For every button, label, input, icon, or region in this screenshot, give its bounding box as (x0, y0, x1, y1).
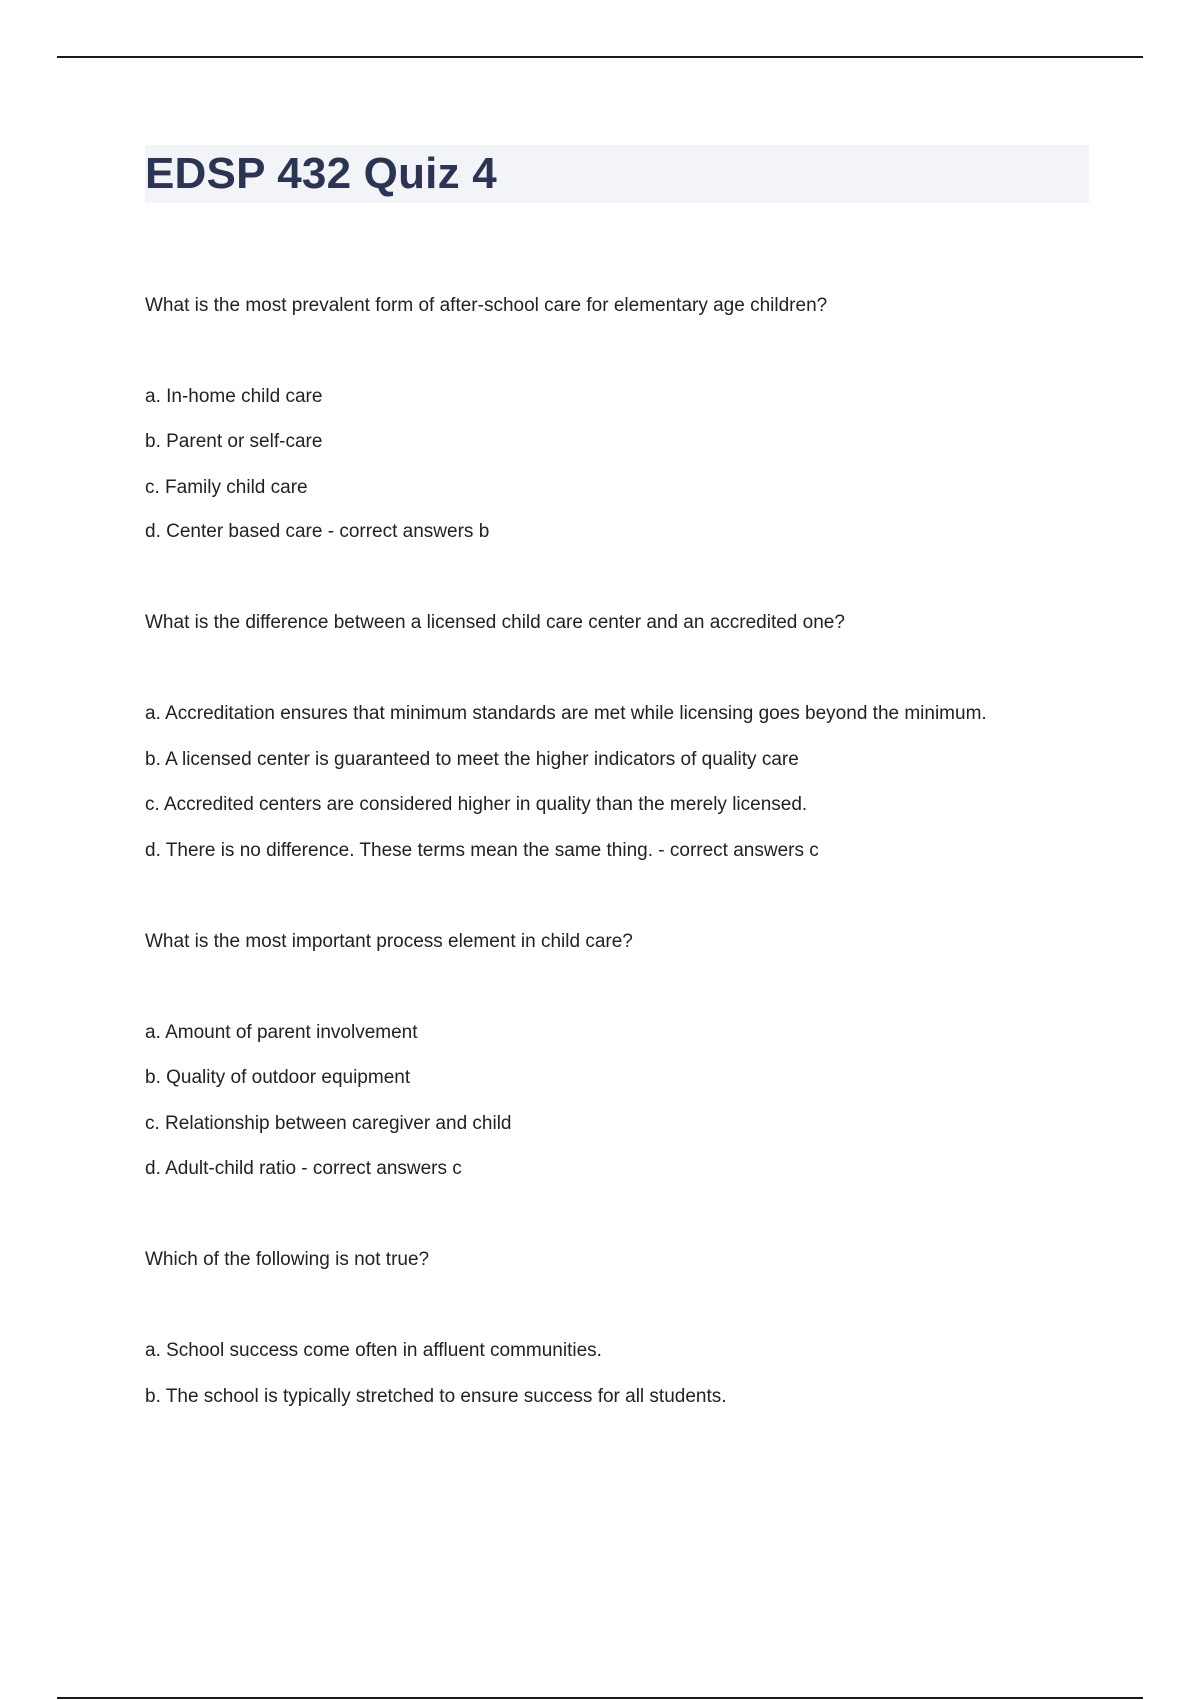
answer-option: d. Adult-child ratio - correct answers c (145, 1158, 462, 1179)
answer-option: b. Parent or self-care (145, 431, 323, 452)
question-prompt: What is the difference between a licensed child care center and an accredited one? (145, 612, 845, 633)
bottom-rule (57, 1697, 1143, 1699)
question-prompt: Which of the following is not true? (145, 1249, 430, 1270)
answer-option: d. Center based care - correct answers b (145, 521, 490, 542)
answer-option: a. Accreditation ensures that minimum standards are met while licensing goes beyond the minimum. (145, 703, 987, 724)
top-rule (57, 56, 1143, 58)
answer-option: b. The school is typically stretched to ensure success for all students. (145, 1386, 727, 1407)
answer-option: c. Accredited centers are considered higher in quality than the merely licensed. (145, 794, 808, 815)
answer-option: a. School success come often in affluent communities. (145, 1340, 602, 1361)
document-title: EDSP 432 Quiz 4 (145, 149, 497, 198)
answer-option: b. A licensed center is guaranteed to meet the higher indicators of quality care (145, 749, 799, 770)
answer-option: b. Quality of outdoor equipment (145, 1067, 411, 1088)
answer-option: d. There is no difference. These terms mean the same thing. - correct answers c (145, 840, 819, 861)
question-prompt: What is the most important process element in child care? (145, 931, 633, 952)
answer-option: a. In-home child care (145, 386, 323, 407)
answer-option: c. Family child care (145, 477, 308, 498)
answer-option: a. Amount of parent involvement (145, 1022, 418, 1043)
question-prompt: What is the most prevalent form of after-school care for elementary age children? (145, 295, 828, 316)
answer-option: c. Relationship between caregiver and child (145, 1113, 512, 1134)
